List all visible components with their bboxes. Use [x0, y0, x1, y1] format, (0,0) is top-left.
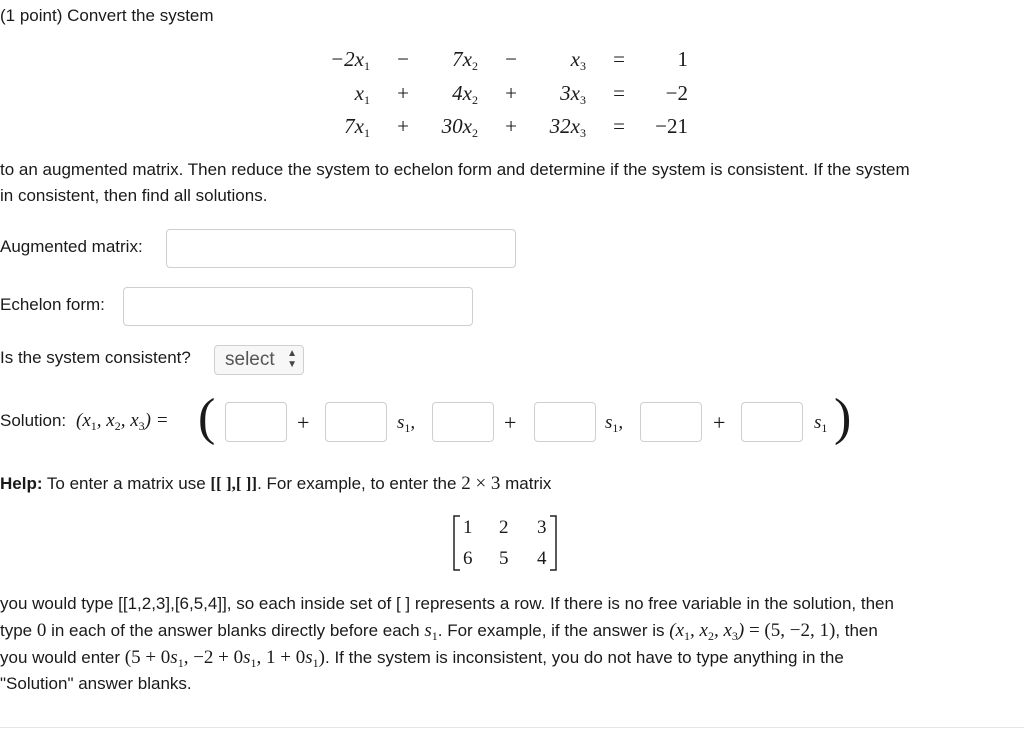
eq2-term1: x1 — [354, 81, 370, 107]
eq3-term2: 30x2 — [441, 114, 478, 140]
eq2-op1: + — [397, 81, 409, 105]
plus-3: + — [713, 410, 726, 435]
matrix-dims: 2 × 3 — [461, 473, 501, 494]
eq2-op2: + — [505, 81, 517, 105]
echelon-form-input[interactable] — [123, 287, 473, 326]
help-para-line-1: you would type [[1,2,3],[6,5,4]], so each inside set of [ ] represents a row. If there is no free variable in the solution, then — [0, 594, 894, 613]
echelon-label: Echelon form: — [0, 295, 105, 314]
eq3-term1: 7x1 — [344, 114, 370, 140]
consistent-select[interactable] — [214, 345, 304, 375]
eq1-rhs: 1 — [677, 47, 688, 71]
eq2-rhs: −2 — [665, 81, 688, 105]
consistent-select-value: select — [225, 349, 275, 370]
eq3-op2: + — [505, 114, 517, 138]
augmented-label: Augmented matrix: — [0, 237, 143, 256]
plus-1: + — [297, 410, 310, 435]
intro-line-1: to an augmented matrix. Then reduce the system to echelon form and determine if the system is consistent. If the system — [0, 160, 910, 179]
solution-vars: ($x_1$, $x_2$, $x_3$) = — [76, 410, 169, 433]
matrix-cell-1-1: 5 — [499, 548, 509, 569]
solution-label: Solution: — [0, 411, 67, 430]
solution-x3-coef[interactable] — [741, 402, 803, 442]
solution-x1-coef[interactable] — [325, 402, 387, 442]
bottom-divider — [0, 727, 1024, 728]
matrix-cell-1-0: 6 — [463, 548, 473, 569]
free-var-2: $s_1$, — [605, 412, 624, 435]
help-para-line-4: "Solution" answer blanks. — [0, 674, 192, 693]
free-var-1: $s_1$, — [397, 412, 416, 435]
matrix-cell-0-2: 3 — [537, 517, 547, 538]
solution-x3-const[interactable] — [640, 402, 702, 442]
eq1-op1: − — [397, 47, 409, 71]
problem-header: (1 point) Convert the system — [0, 6, 214, 25]
matrix-cell-0-0: 1 — [463, 517, 473, 538]
eq3-op1: + — [397, 114, 409, 138]
right-paren: ) — [834, 389, 852, 446]
updown-arrows-icon: ▲ ▼ — [287, 348, 297, 370]
solution-x2-coef[interactable] — [534, 402, 596, 442]
eq2-term2: 4x2 — [452, 81, 478, 107]
help-bold: Help: — [0, 474, 43, 493]
free-var-3: $s_1$ — [814, 412, 828, 435]
eq1-op2: − — [505, 47, 517, 71]
eq3-term3: 32x3 — [549, 114, 586, 140]
solution-x1-const[interactable] — [225, 402, 287, 442]
eq1-term2: 7x2 — [452, 47, 478, 73]
eq3-equals: = — [613, 114, 625, 138]
augmented-matrix-input[interactable] — [166, 229, 516, 268]
intro-line-2: in consistent, then find all solutions. — [0, 186, 268, 205]
eq1-term1: −2x1 — [330, 47, 370, 73]
eq1-equals: = — [613, 47, 625, 71]
eq2-equals: = — [613, 81, 625, 105]
bracket-example: [[ ],[ ]] — [210, 474, 258, 493]
solution-x2-const[interactable] — [432, 402, 494, 442]
eq3-rhs: −21 — [655, 114, 688, 138]
help-para-line-2: type 0 in each of the answer blanks directly before each $s_1$. For example, if the answer is ($x_1$, $x_2$, $x_3) = (5$, −2, 1), then — [0, 620, 878, 643]
eq2-term3: 3x3 — [560, 81, 586, 107]
help-para-line-3: you would enter ($5 + 0s_1$, $-2 + 0s_1$, $1 + 0s_1$). If the system is inconsistent, you do not have to type anything in the — [0, 647, 844, 670]
matrix-cell-0-1: 2 — [499, 517, 509, 538]
help-line: Help: To enter a matrix use [[ ],[ ]]. For example, to enter the 2 × 3 matrix — [0, 473, 552, 494]
consistent-label: Is the system consistent? — [0, 348, 191, 367]
matrix-cell-1-2: 4 — [537, 548, 547, 569]
eq1-term3: x3 — [570, 47, 586, 73]
plus-2: + — [504, 410, 517, 435]
left-paren: ( — [198, 389, 216, 446]
